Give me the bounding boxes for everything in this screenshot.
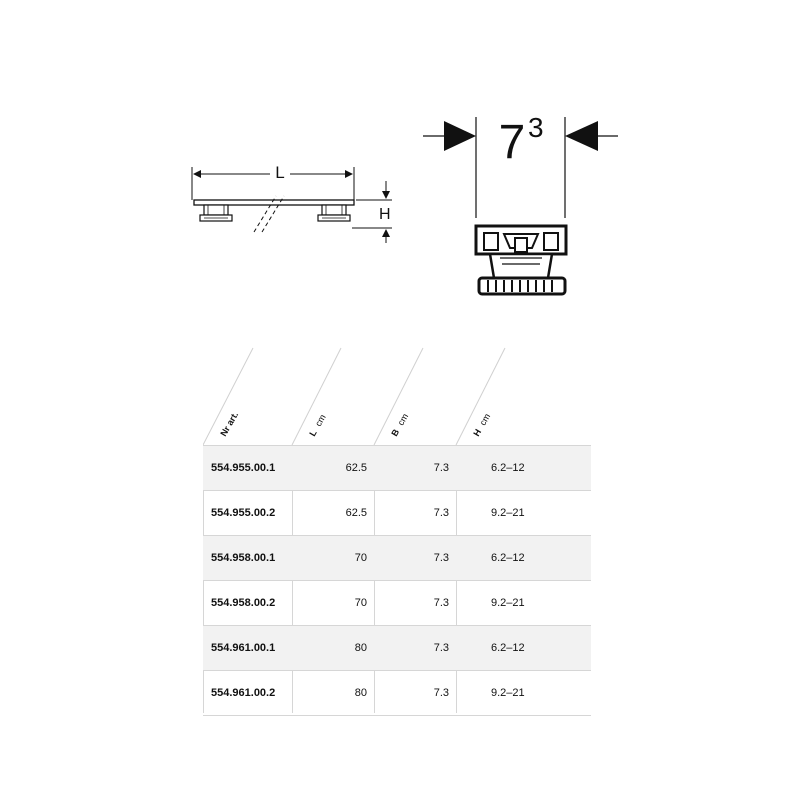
cell-h: 6.2–12	[491, 462, 525, 474]
foot-profile	[476, 226, 566, 294]
table-row	[203, 445, 591, 491]
cell-article: 554.955.00.2	[211, 507, 276, 519]
header-article-label: Nr art.	[218, 410, 241, 438]
front-view	[423, 112, 618, 294]
cell-h: 6.2–12	[491, 642, 525, 654]
table-row	[203, 536, 591, 581]
arrow-left-icon	[565, 121, 598, 151]
width-exponent: 3	[528, 112, 544, 143]
foot-left	[200, 205, 232, 221]
cell-l: 70	[354, 597, 367, 609]
foot-right	[318, 205, 350, 221]
cell-article: 554.958.00.2	[211, 597, 276, 609]
article-table	[203, 340, 593, 720]
cell-h: 9.2–21	[491, 687, 525, 699]
cell-l: 80	[354, 687, 367, 699]
width-value: 7	[498, 116, 526, 169]
cell-article: 554.961.00.2	[211, 687, 276, 699]
cell-article: 554.955.00.1	[211, 462, 276, 474]
cell-b: 7.3	[433, 552, 449, 564]
cell-b: 7.3	[433, 642, 449, 654]
header-l-unit: cm	[313, 412, 328, 429]
cell-b: 7.3	[433, 597, 449, 609]
header-b-unit: cm	[395, 411, 411, 428]
cell-b: 7.3	[433, 462, 449, 474]
height-label: H	[379, 206, 391, 223]
arrow-right-icon	[444, 121, 476, 151]
side-view	[192, 163, 392, 243]
rail	[194, 200, 354, 205]
table-row	[203, 491, 591, 536]
cell-l: 80	[354, 642, 367, 654]
table-row	[203, 671, 591, 716]
technical-drawing	[0, 0, 800, 330]
cell-article: 554.961.00.1	[211, 642, 276, 654]
table-row	[203, 626, 591, 671]
header-h-unit: cm	[477, 411, 493, 428]
table-row	[203, 581, 591, 626]
cell-l: 70	[354, 552, 367, 564]
cell-b: 7.3	[433, 687, 449, 699]
header-h-label: H	[471, 427, 484, 438]
header-l-label: L	[307, 428, 319, 438]
cell-h: 9.2–21	[491, 507, 525, 519]
cell-h: 6.2–12	[491, 552, 525, 564]
length-label: L	[275, 163, 285, 182]
cell-article: 554.958.00.1	[211, 552, 276, 564]
header-b-label: B	[389, 427, 402, 438]
table-header	[203, 340, 593, 445]
cell-l: 62.5	[345, 462, 367, 474]
cell-b: 7.3	[433, 507, 449, 519]
cell-l: 62.5	[345, 507, 367, 519]
cell-h: 9.2–21	[491, 597, 525, 609]
table-body	[203, 445, 591, 716]
